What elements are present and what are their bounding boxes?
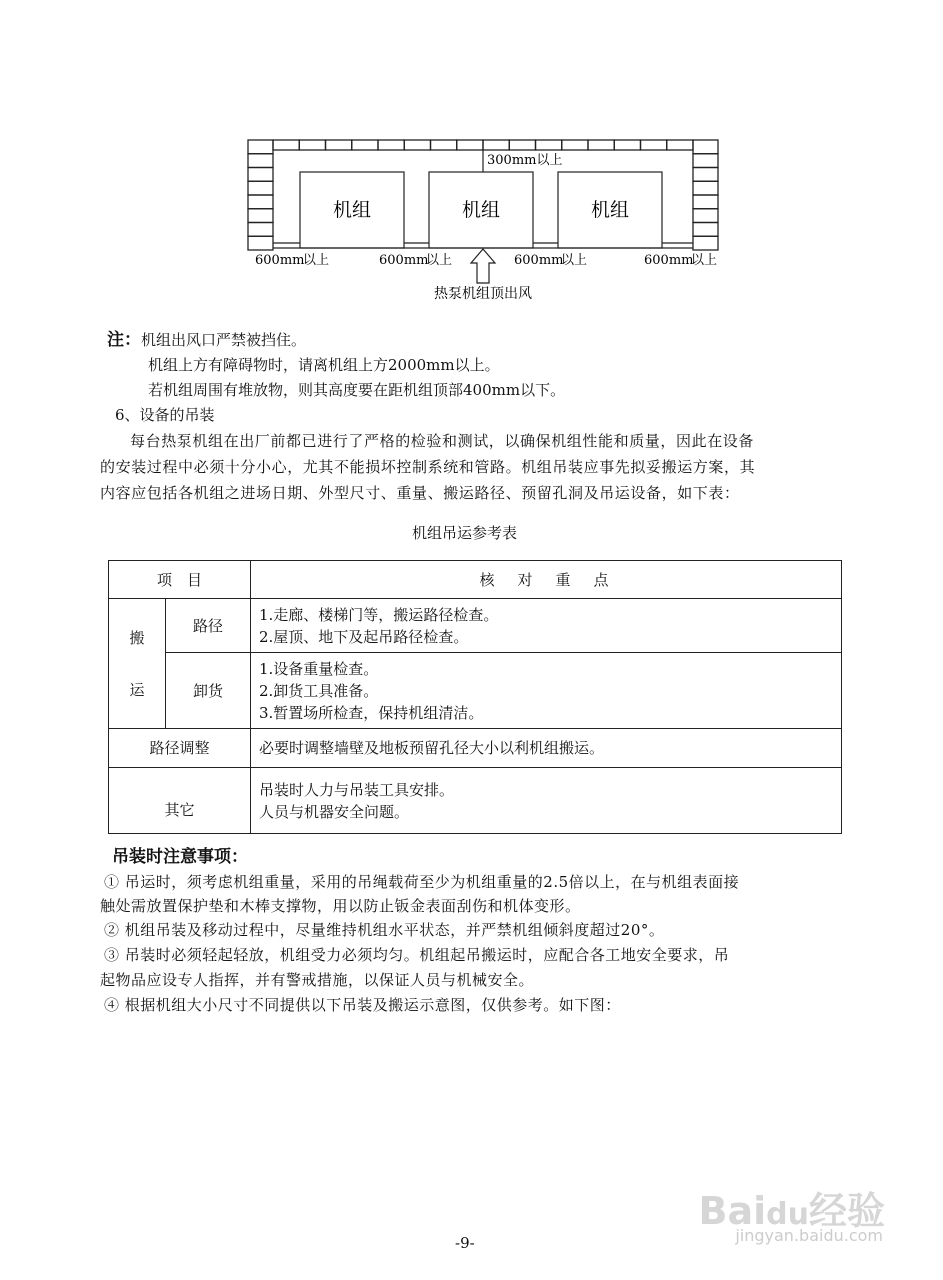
airflow-caption: 热泵机组顶出风: [434, 286, 532, 302]
wall-brick: [248, 223, 273, 237]
row-label: 路径调整: [109, 729, 251, 768]
wall-brick: [536, 140, 562, 150]
wall-brick: [248, 154, 273, 168]
unit-label: 机组: [590, 199, 630, 221]
row-item: 必要时调整墙壁及地板预留孔径大小以利机组搬运。: [251, 729, 842, 768]
wall-brick: [326, 140, 352, 150]
wall-brick: [248, 236, 273, 250]
side-clearance-value: 600mm: [379, 253, 429, 268]
precautions-heading: 吊装时注意事项：: [112, 847, 248, 867]
wall-brick: [404, 140, 430, 150]
table-row: [109, 653, 842, 729]
note-line: 若机组周围有堆放物，则其高度要在距机组顶部400mm以下。: [148, 381, 566, 399]
wall-brick: [641, 140, 667, 150]
wall-brick: [248, 168, 273, 182]
wall-brick: [693, 209, 718, 223]
wall-brick: [667, 140, 693, 150]
wall-brick: [248, 209, 273, 223]
wall-brick: [693, 168, 718, 182]
row-item: 3.暂置场所检查，保持机组清洁。: [259, 703, 484, 722]
wall-brick: [483, 140, 509, 150]
airflow-arrow-icon: [471, 249, 495, 283]
unit-label: 机组: [332, 199, 372, 221]
baidu-watermark-logo: Baidu经验: [698, 1189, 885, 1233]
side-clearance-value: 600mm: [514, 253, 564, 268]
side-clearance-value: 600mm: [644, 253, 694, 268]
paragraph-line: 每台热泵机组在出厂前都已进行了严格的检验和测试，以确保机组性能和质量，因此在设备: [130, 432, 755, 450]
wall-brick: [693, 154, 718, 168]
unit-label: 机组: [461, 199, 501, 221]
wall-brick: [248, 181, 273, 195]
wall-brick: [693, 181, 718, 195]
section-heading: 6、设备的吊装: [115, 406, 215, 424]
note-prefix: 注：: [107, 330, 141, 350]
wall-brick: [509, 140, 535, 150]
wall-brick: [378, 140, 404, 150]
wall-brick: [614, 140, 640, 150]
table-header: 项 目: [109, 561, 251, 599]
precaution-line: ③ 吊装时必须轻起轻放，机组受力必须均匀。机组起吊搬运时，应配合各工地安全要求，吊: [104, 946, 730, 964]
row-item: 人员与机器安全问题。: [259, 802, 410, 821]
note-line: 机组出风口严禁被挡住。: [141, 331, 307, 349]
table-row: [109, 599, 842, 653]
side-clearance-suffix: 以上: [691, 253, 718, 268]
table-row: [109, 729, 842, 768]
wall-brick: [431, 140, 457, 150]
watermark-url: jingyan.baidu.com: [735, 1226, 883, 1245]
wall-brick: [299, 140, 325, 150]
wall-brick: [248, 195, 273, 209]
side-clearance-suffix: 以上: [303, 253, 330, 268]
side-clearance-value: 600mm: [255, 253, 305, 268]
group-cell: [109, 599, 166, 729]
row-item: 1.走廊、楼梯门等，搬运路径检查。: [259, 605, 499, 624]
wall-brick: [248, 140, 273, 154]
wall-brick: [693, 236, 718, 250]
page-number: -9-: [455, 1234, 475, 1252]
row-label: 卸货: [166, 653, 251, 729]
table-header: 核 对 重 点: [251, 561, 842, 599]
row-label: 其它: [109, 768, 251, 834]
row-item: 2.屋顶、地下及起吊路径检查。: [259, 627, 469, 646]
wall-brick: [352, 140, 378, 150]
wall-brick: [273, 140, 299, 150]
table-row: [109, 768, 842, 834]
group-char: 运: [129, 680, 145, 699]
wall-brick: [693, 195, 718, 209]
row-item: 1.设备重量检查。: [259, 659, 379, 678]
top-clearance-label: 300mm以上: [487, 153, 563, 168]
precaution-line: 起物品应设专人指挥，并有警戒措施，以保证人员与机械安全。: [100, 971, 535, 989]
paragraph-line: 内容应包括各机组之进场日期、外型尺寸、重量、搬运路径、预留孔洞及吊运设备，如下表：: [100, 484, 740, 502]
precaution-line: 触处需放置保护垫和木棒支撑物，用以防止钣金表面刮伤和机体变形。: [100, 897, 581, 915]
side-clearance-suffix: 以上: [561, 253, 588, 268]
wall-brick: [588, 140, 614, 150]
installation-clearance-diagram: [0, 0, 943, 310]
precaution-line: ④ 根据机组大小尺寸不同提供以下吊装及搬运示意图，仅供参考。如下图：: [104, 996, 621, 1014]
lifting-reference-table: [108, 560, 842, 834]
wall-brick: [693, 223, 718, 237]
wall-brick: [457, 140, 483, 150]
wall-brick: [562, 140, 588, 150]
wall-brick: [693, 140, 718, 154]
row-item: 吊装时人力与吊装工具安排。: [259, 780, 455, 799]
table-title: 机组吊运参考表: [412, 524, 518, 542]
side-clearance-suffix: 以上: [426, 253, 453, 268]
precaution-line: ① 吊运时，须考虑机组重量，采用的吊绳载荷至少为机组重量的2.5倍以上，在与机组表面接: [104, 873, 740, 891]
paragraph-line: 的安装过程中必须十分小心，尤其不能损坏控制系统和管路。机组吊装应事先拟妥搬运方案，其: [100, 458, 756, 476]
row-item: 2.卸货工具准备。: [259, 681, 379, 700]
row-label: 路径: [166, 599, 251, 653]
precaution-line: ② 机组吊装及移动过程中，尽量维持机组水平状态，并严禁机组倾斜度超过20°。: [104, 921, 665, 939]
note-line: 机组上方有障碍物时，请离机组上方2000mm以上。: [148, 356, 500, 374]
group-char: 搬: [129, 628, 145, 647]
